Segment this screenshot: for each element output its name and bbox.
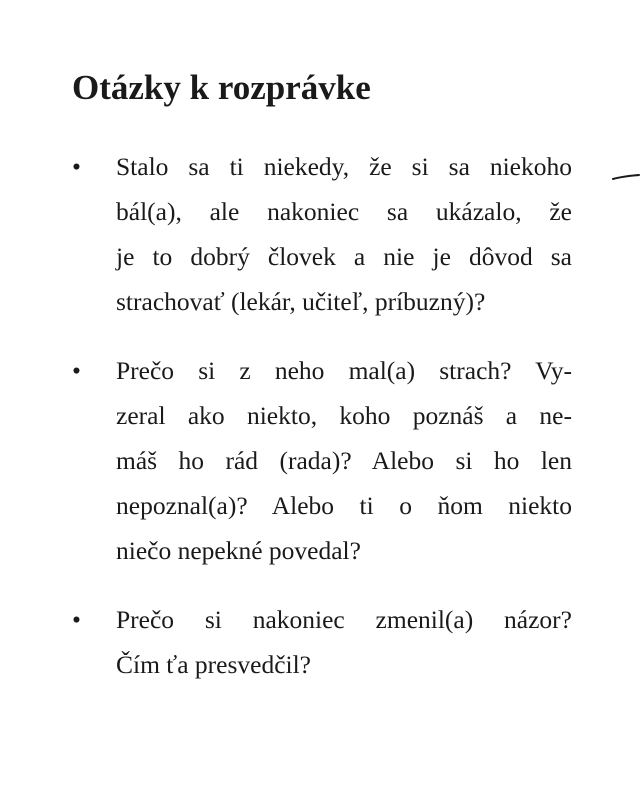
- question-line: máš ho rád (rada)? Alebo si ho len: [116, 446, 572, 475]
- margin-stroke-mark: [612, 171, 640, 183]
- bullet-icon: •: [72, 356, 81, 385]
- question-text: [116, 348, 572, 573]
- question-text: [116, 597, 572, 687]
- page-title: Otázky k rozprávke: [72, 68, 371, 107]
- question-line: Prečo si z neho mal(a) strach? Vy-: [116, 356, 572, 385]
- bullet-icon: •: [72, 605, 81, 634]
- question-line: zeral ako niekto, koho poznáš a ne-: [116, 401, 572, 430]
- question-item-1: [72, 144, 572, 324]
- question-line: nepoznal(a)? Alebo ti o ňom niekto: [116, 491, 572, 520]
- question-line: strachovať (lekár, učiteľ, príbuzný)?: [116, 287, 486, 316]
- question-line: Stalo sa ti niekedy, že si sa niekoho: [116, 152, 572, 181]
- question-item-2: [72, 348, 572, 573]
- question-line: je to dobrý človek a nie je dôvod sa: [116, 242, 572, 271]
- question-text: [116, 144, 572, 324]
- question-item-3: [72, 597, 572, 687]
- question-list: [72, 144, 572, 711]
- question-line: Prečo si nakoniec zmenil(a) názor?: [116, 605, 572, 634]
- question-line: niečo nepekné povedal?: [116, 536, 361, 565]
- question-line: bál(a), ale nakoniec sa ukázalo, že: [116, 197, 572, 226]
- bullet-icon: •: [72, 152, 81, 181]
- question-line: Čím ťa presvedčil?: [116, 650, 311, 679]
